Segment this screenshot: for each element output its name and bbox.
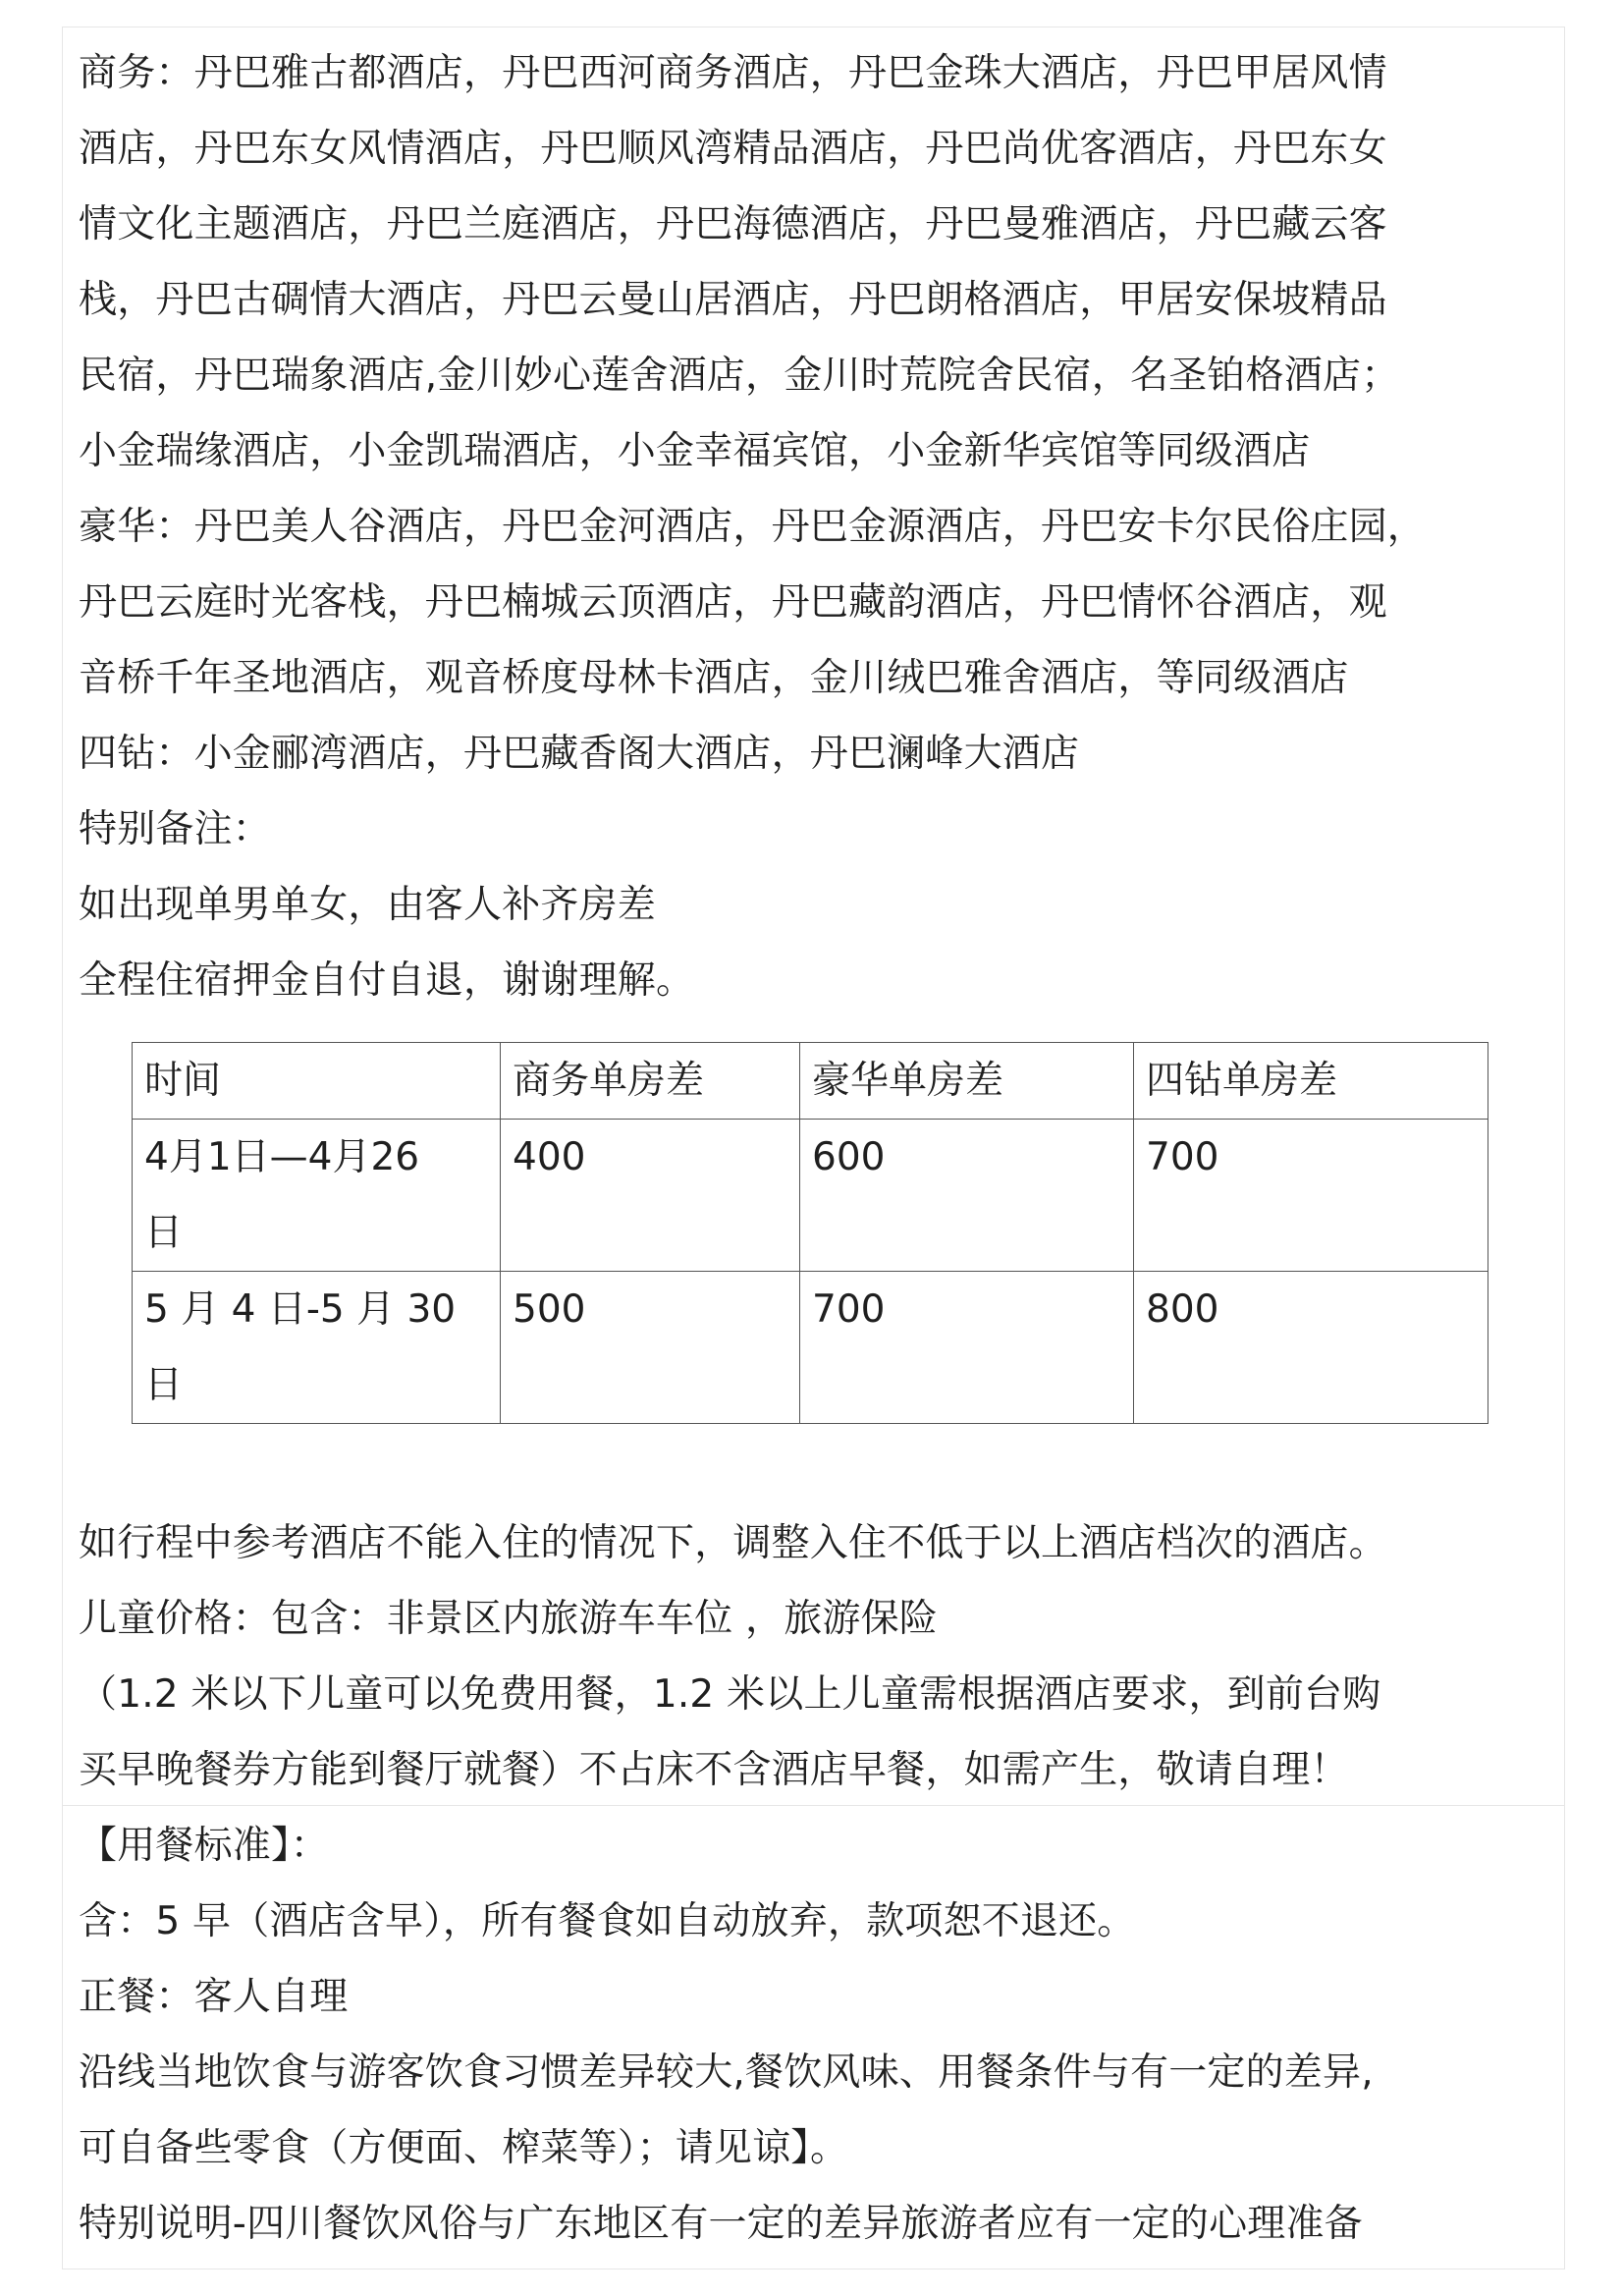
period-text: 5 月 4 日-5 月 30 (144, 1287, 457, 1332)
period-cell (133, 1272, 501, 1424)
period-text: 4月1日—4月26 (144, 1135, 420, 1179)
remark-line: 如出现单男单女，由客人补齐房差 (79, 883, 657, 927)
table-header-row (133, 1043, 1488, 1120)
luxury-price-cell: 600 (800, 1120, 1134, 1272)
meal-line: 正餐：客人自理 (79, 1975, 349, 2019)
meal-line: 沿线当地饮食与游客饮食习惯差异较大,餐饮风味、用餐条件与有一定的差异, (79, 2050, 1374, 2095)
note-line: 如行程中参考酒店不能入住的情况下，调整入住不低于以上酒店档次的酒店。 (79, 1521, 1387, 1565)
hotel-line: 小金瑞缘酒店，小金凯瑞酒店，小金幸福宾馆，小金新华宾馆等同级酒店 (79, 429, 1311, 473)
hotel-line: 音桥千年圣地酒店，观音桥度母林卡酒店，金川绒巴雅舍酒店，等同级酒店 (79, 656, 1349, 700)
hotel-line: 栈，丹巴古碉情大酒店，丹巴云曼山居酒店，丹巴朗格酒店，甲居安保坡精品 (79, 278, 1387, 322)
spacer (79, 1424, 1551, 1505)
business-price-cell: 500 (501, 1272, 800, 1424)
table-row (133, 1120, 1488, 1272)
hotel-line: 情文化主题酒店，丹巴兰庭酒店，丹巴海德酒店，丹巴曼雅酒店，丹巴藏云客 (79, 202, 1387, 246)
meal-standards-section (79, 1808, 1551, 2262)
hotel-line: 商务：丹巴雅古都酒店，丹巴西河商务酒店，丹巴金珠大酒店，丹巴甲居风情 (79, 51, 1387, 95)
period-cell (133, 1120, 501, 1272)
header-luxury: 豪华单房差 (800, 1043, 1134, 1120)
header-time: 时间 (133, 1043, 501, 1120)
room-supplement-table (132, 1042, 1488, 1424)
meal-line: 含：5 早（酒店含早），所有餐食如自动放弃，款项恕不退还。 (79, 1899, 1136, 1943)
business-price-cell: 400 (501, 1120, 800, 1272)
child-price-line: 儿童价格：包含：非景区内旅游车车位 ，旅游保险 (79, 1597, 938, 1641)
note-line: （1.2 米以下儿童可以免费用餐，1.2 米以上儿童需根据酒店要求，到前台购 (79, 1672, 1381, 1717)
meal-standards-heading: 【用餐标准】： (79, 1824, 329, 1868)
header-business: 商务单房差 (501, 1043, 800, 1120)
hotel-line: 四钻：小金郦湾酒店，丹巴藏香阁大酒店，丹巴澜峰大酒店 (79, 732, 1080, 776)
four-diamond-price-cell: 700 (1134, 1120, 1488, 1272)
header-four-diamond: 四钻单房差 (1134, 1043, 1488, 1120)
hotel-line: 民宿，丹巴瑞象酒店,金川妙心莲舍酒店，金川时荒院舍民宿，名圣铂格酒店； (79, 354, 1400, 398)
period-text: 日 (144, 1211, 184, 1255)
notes-section (79, 1505, 1551, 1808)
note-line: 买早晚餐券方能到餐厅就餐）不占床不含酒店早餐，如需产生，敬请自理！ (79, 1748, 1349, 1792)
table-row (133, 1272, 1488, 1424)
hotel-line: 丹巴云庭时光客栈，丹巴楠城云顶酒店，丹巴藏韵酒店，丹巴情怀谷酒店，观 (79, 580, 1387, 625)
meal-line: 特别说明-四川餐饮风俗与广东地区有一定的差异旅游者应有一定的心理准备 (79, 2202, 1363, 2246)
meal-line: 可自备些零食（方便面、榨菜等）；请见谅】。 (79, 2126, 849, 2170)
four-diamond-price-cell: 800 (1134, 1272, 1488, 1424)
hotel-line: 豪华：丹巴美人谷酒店，丹巴金河酒店，丹巴金源酒店，丹巴安卡尔民俗庄园， (79, 505, 1427, 549)
luxury-price-cell: 700 (800, 1272, 1134, 1424)
period-text: 日 (144, 1363, 184, 1407)
hotel-line: 酒店，丹巴东女风情酒店，丹巴顺风湾精品酒店，丹巴尚优客酒店，丹巴东女 (79, 127, 1387, 171)
remark-line: 全程住宿押金自付自退，谢谢理解。 (79, 958, 695, 1003)
room-supplement-table-wrap (132, 1042, 1488, 1424)
special-remarks-heading: 特别备注： (79, 807, 272, 851)
document-content (79, 35, 1551, 2262)
hotel-standards-section (79, 35, 1551, 1018)
